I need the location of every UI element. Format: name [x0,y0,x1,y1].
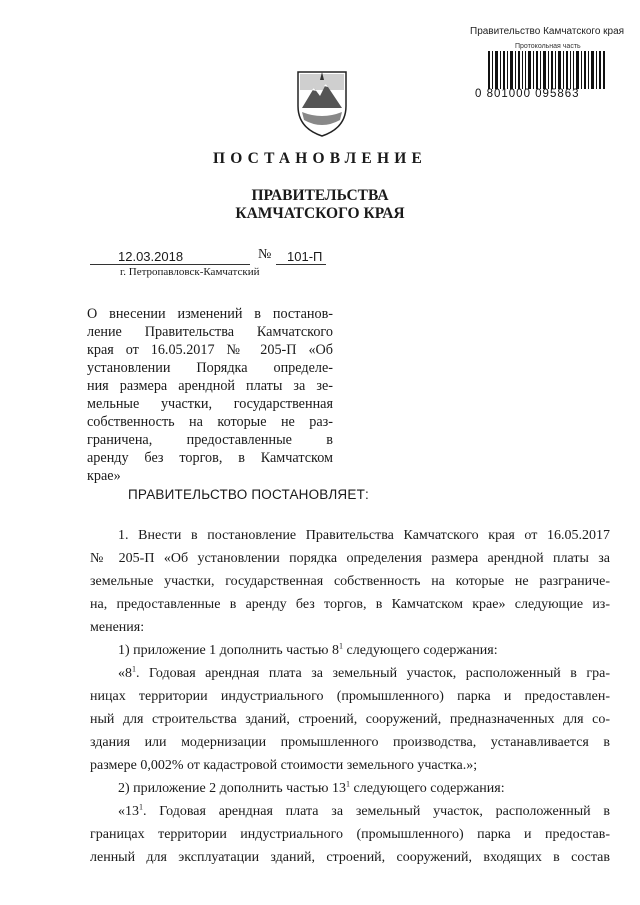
city-line: г. Петропавловск-Камчатский [120,266,260,278]
body-line: № 205-П «Об установлении порядка определения размера арендной платы за [90,551,610,566]
document-number: 101-П [287,249,323,264]
document-type: ПОСТАНОВЛЕНИЕ [212,150,428,167]
body-line: ницах территории индустриального (промышленного) парка и предоставлен- [90,689,610,704]
subject-line: аренду без торгов, в Камчатском [87,450,333,466]
body-line: ный для строительства зданий, строений, сооружений, предназначенных для со- [90,712,610,727]
subject-line: ния размера арендной платы за зе- [87,378,333,394]
subject-line: установлении Порядка определе- [87,360,333,376]
document-date: 12.03.2018 [118,249,184,264]
body-line: «$8^1$. Годовая арендная плата за земельный участок, расположенный в гра- [118,664,610,681]
body-line: на, предоставленные в аренду без торгов, в Камчатском крае» следующие из- [90,597,610,612]
subject-block [87,305,333,485]
subject-line: края от 16.05.2017 № 205-П «Об [87,342,333,358]
subject-line: собственность на которые не раз- [87,414,333,430]
kamchatka-coat-of-arms-icon [294,68,350,138]
document-body [90,524,610,869]
body-line: земельные участки, государственная собственность на которые не разграниче- [90,574,610,589]
body-line: 1) приложение 1 дополнить частью $8^1$ следующего содержания: [118,641,498,658]
body-line: 2) приложение 2 дополнить частью $13^1$ следующего содержания: [118,779,505,796]
body-line: здания или модернизации промышленного производства, устанавливается в [90,735,610,750]
subject-line: граничена, предоставленные в [87,432,333,448]
body-line: границах территории индустриального (промышленного) парка и предостав- [90,827,610,842]
stamp-title: Правительство Камчатского края [470,26,625,37]
body-line: «$13^1$. Годовая арендная плата за земельный участок, расположенный в [118,802,610,819]
body-line: 1. Внести в постановление Правительства Камчатского края от 16.05.2017 [118,528,610,543]
barcode-icon [488,45,606,89]
issuer-line-2: КАМЧАТСКОГО КРАЯ [235,205,405,222]
subject-line: мельные участки, государственная [87,396,333,412]
body-line: ленный для эксплуатации зданий, строений, сооружений, входящих в состав [90,850,610,865]
resolution-heading: ПРАВИТЕЛЬСТВО ПОСТАНОВЛЯЕТ: [128,487,369,502]
subject-line: ление Правительства Камчатского [87,324,333,340]
body-line: менения: [90,620,145,635]
body-line: размере 0,002% от кадастровой стоимости земельного участка.»; [90,758,478,773]
date-underline [90,264,250,265]
subject-line: О внесении изменений в постанов- [87,306,333,322]
subject-line: крае» [87,468,121,484]
barcode-number: 0 801000 095863 [475,88,580,100]
issuer-line-1: ПРАВИТЕЛЬСТВА [251,187,389,204]
stamp-subtitle: Протокольная часть [515,43,581,50]
number-underline [276,264,326,265]
number-label: № [258,247,272,262]
